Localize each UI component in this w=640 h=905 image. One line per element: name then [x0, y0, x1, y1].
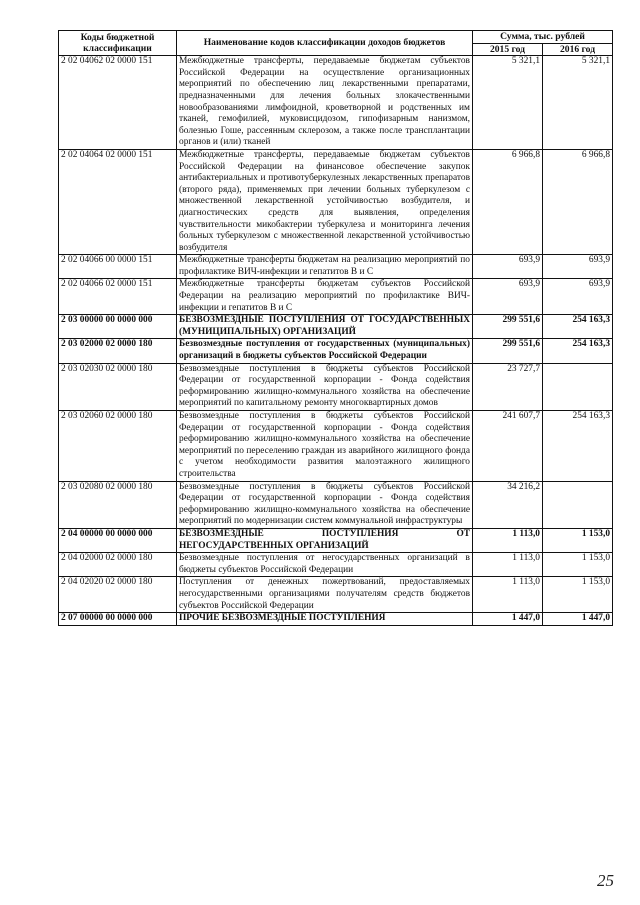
sum-2015-cell: 23 727,7 [473, 363, 543, 410]
table-row [59, 481, 613, 528]
sum-2015-cell: 299 551,6 [473, 339, 543, 363]
document-page [58, 30, 612, 626]
table-header-row [59, 31, 613, 44]
table-row [59, 577, 613, 613]
table-row [59, 613, 613, 626]
sum-2015-cell: 1 113,0 [473, 577, 543, 613]
name-cell: БЕЗВОЗМЕЗДНЫЕ ПОСТУПЛЕНИЯ ОТ ГОСУДАРСТВЕННЫХ (МУНИЦИПАЛЬНЫХ) ОРГАНИЗАЦИЙ [177, 315, 473, 339]
header-code: Коды бюджетной классификации [59, 31, 177, 56]
name-cell: Безвозмездные поступления в бюджеты субъектов Российской Федерации от государственной корпорации - Фонда содействия реформированию жилищно-коммунального хозяйства на обеспечение мероприятий по переселению граждан из аварийного жилищного фонда с учетом необходимости развития малоэтажного жилищного строительства [177, 411, 473, 482]
sum-2016-cell [543, 363, 613, 410]
code-cell: 2 02 04066 00 0000 151 [59, 255, 177, 279]
code-cell: 2 03 02030 02 0000 180 [59, 363, 177, 410]
sum-2016-cell: 5 321,1 [543, 56, 613, 150]
sum-2016-cell: 254 163,3 [543, 411, 613, 482]
sum-2016-cell: 254 163,3 [543, 315, 613, 339]
name-cell: Безвозмездные поступления от негосударственных организаций в бюджеты субъектов Российской Федерации [177, 553, 473, 577]
code-cell: 2 03 02000 02 0000 180 [59, 339, 177, 363]
sum-2016-cell: 693,9 [543, 279, 613, 315]
header-sum: Сумма, тыс. рублей [473, 31, 613, 44]
sum-2016-cell: 254 163,3 [543, 339, 613, 363]
sum-2015-cell: 299 551,6 [473, 315, 543, 339]
sum-2016-cell: 693,9 [543, 255, 613, 279]
table-row [59, 315, 613, 339]
page-number: 25 [597, 871, 614, 890]
code-cell: 2 03 02060 02 0000 180 [59, 411, 177, 482]
name-cell: Безвозмездные поступления в бюджеты субъектов Российской Федерации от государственной корпорации - Фонда содействия реформированию жилищно-коммунального хозяйства на обеспечение мероприятий по модернизации систем коммунальной инфраструктуры [177, 481, 473, 528]
table-row [59, 528, 613, 552]
table-row [59, 279, 613, 315]
sum-2016-cell: 1 153,0 [543, 528, 613, 552]
code-cell: 2 03 02080 02 0000 180 [59, 481, 177, 528]
code-cell: 2 03 00000 00 0000 000 [59, 315, 177, 339]
table-row [59, 56, 613, 150]
table-body [59, 56, 613, 626]
name-cell: Безвозмездные поступления от государственных (муниципальных) организаций в бюджеты субъектов Российской Федерации [177, 339, 473, 363]
sum-2015-cell: 6 966,8 [473, 149, 543, 254]
sum-2015-cell: 34 216,2 [473, 481, 543, 528]
table-row [59, 339, 613, 363]
name-cell: Межбюджетные трансферты, передаваемые бюджетам субъектов Российской Федерации на осуществление организационных мероприятий по обеспечению лиц лекарственными препаратами, предназначенными для лечения больных злокачественными новообразованиями лимфоидной, кроветворной и родственных им тканей, гемофилией, муковисцидозом, гипофизарным нанизмом, болезнью Гоше, рассеянным склерозом, а также после трансплантации органов и (или) тканей [177, 56, 473, 150]
sum-2015-cell: 241 607,7 [473, 411, 543, 482]
name-cell: Межбюджетные трансферты бюджетам субъектов Российской Федерации на реализацию мероприятий по профилактике ВИЧ-инфекции и гепатитов В и С [177, 279, 473, 315]
header-name: Наименование кодов классификации доходов бюджетов [177, 31, 473, 56]
name-cell: БЕЗВОЗМЕЗДНЫЕ ПОСТУПЛЕНИЯ ОТ НЕГОСУДАРСТВЕННЫХ ОРГАНИЗАЦИЙ [177, 528, 473, 552]
sum-2015-cell: 5 321,1 [473, 56, 543, 150]
sum-2015-cell: 693,9 [473, 279, 543, 315]
sum-2016-cell: 1 447,0 [543, 613, 613, 626]
code-cell: 2 04 02000 02 0000 180 [59, 553, 177, 577]
code-cell: 2 02 04066 02 0000 151 [59, 279, 177, 315]
code-cell: 2 07 00000 00 0000 000 [59, 613, 177, 626]
header-year-2015: 2015 год [473, 43, 543, 56]
sum-2016-cell: 1 153,0 [543, 553, 613, 577]
name-cell: ПРОЧИЕ БЕЗВОЗМЕЗДНЫЕ ПОСТУПЛЕНИЯ [177, 613, 473, 626]
sum-2015-cell: 1 447,0 [473, 613, 543, 626]
name-cell: Поступления от денежных пожертвований, предоставляемых негосударственными организациями получателям средств бюджетов субъектов Российской Федерации [177, 577, 473, 613]
code-cell: 2 04 00000 00 0000 000 [59, 528, 177, 552]
sum-2015-cell: 1 113,0 [473, 553, 543, 577]
table-row [59, 553, 613, 577]
budget-revenue-table [58, 30, 613, 626]
sum-2016-cell: 6 966,8 [543, 149, 613, 254]
name-cell: Межбюджетные трансферты, передаваемые бюджетам субъектов Российской Федерации на финансовое обеспечение закупок антибактериальных и противотуберкулезных лекарственных препаратов (второго ряда), применяемых при лечении больных туберкулезом с множественной лекарственной устойчивостью возбудителя, и диагностических средств для выявления, определения чувствительности микобактерии туберкулеза и мониторинга лечения больных туберкулезом с множественной лекарственной устойчивостью возбудителя [177, 149, 473, 254]
name-cell: Межбюджетные трансферты бюджетам на реализацию мероприятий по профилактике ВИЧ-инфекции и гепатитов В и С [177, 255, 473, 279]
sum-2016-cell [543, 481, 613, 528]
name-cell: Безвозмездные поступления в бюджеты субъектов Российской Федерации от государственной корпорации - Фонда содействия реформированию жилищно-коммунального хозяйства на обеспечение мероприятий по капитальному ремонту многоквартирных домов [177, 363, 473, 410]
header-year-2016: 2016 год [543, 43, 613, 56]
sum-2015-cell: 693,9 [473, 255, 543, 279]
code-cell: 2 02 04062 02 0000 151 [59, 56, 177, 150]
code-cell: 2 04 02020 02 0000 180 [59, 577, 177, 613]
sum-2015-cell: 1 113,0 [473, 528, 543, 552]
code-cell: 2 02 04064 02 0000 151 [59, 149, 177, 254]
table-row [59, 149, 613, 254]
sum-2016-cell: 1 153,0 [543, 577, 613, 613]
table-row [59, 363, 613, 410]
table-row [59, 255, 613, 279]
table-row [59, 411, 613, 482]
